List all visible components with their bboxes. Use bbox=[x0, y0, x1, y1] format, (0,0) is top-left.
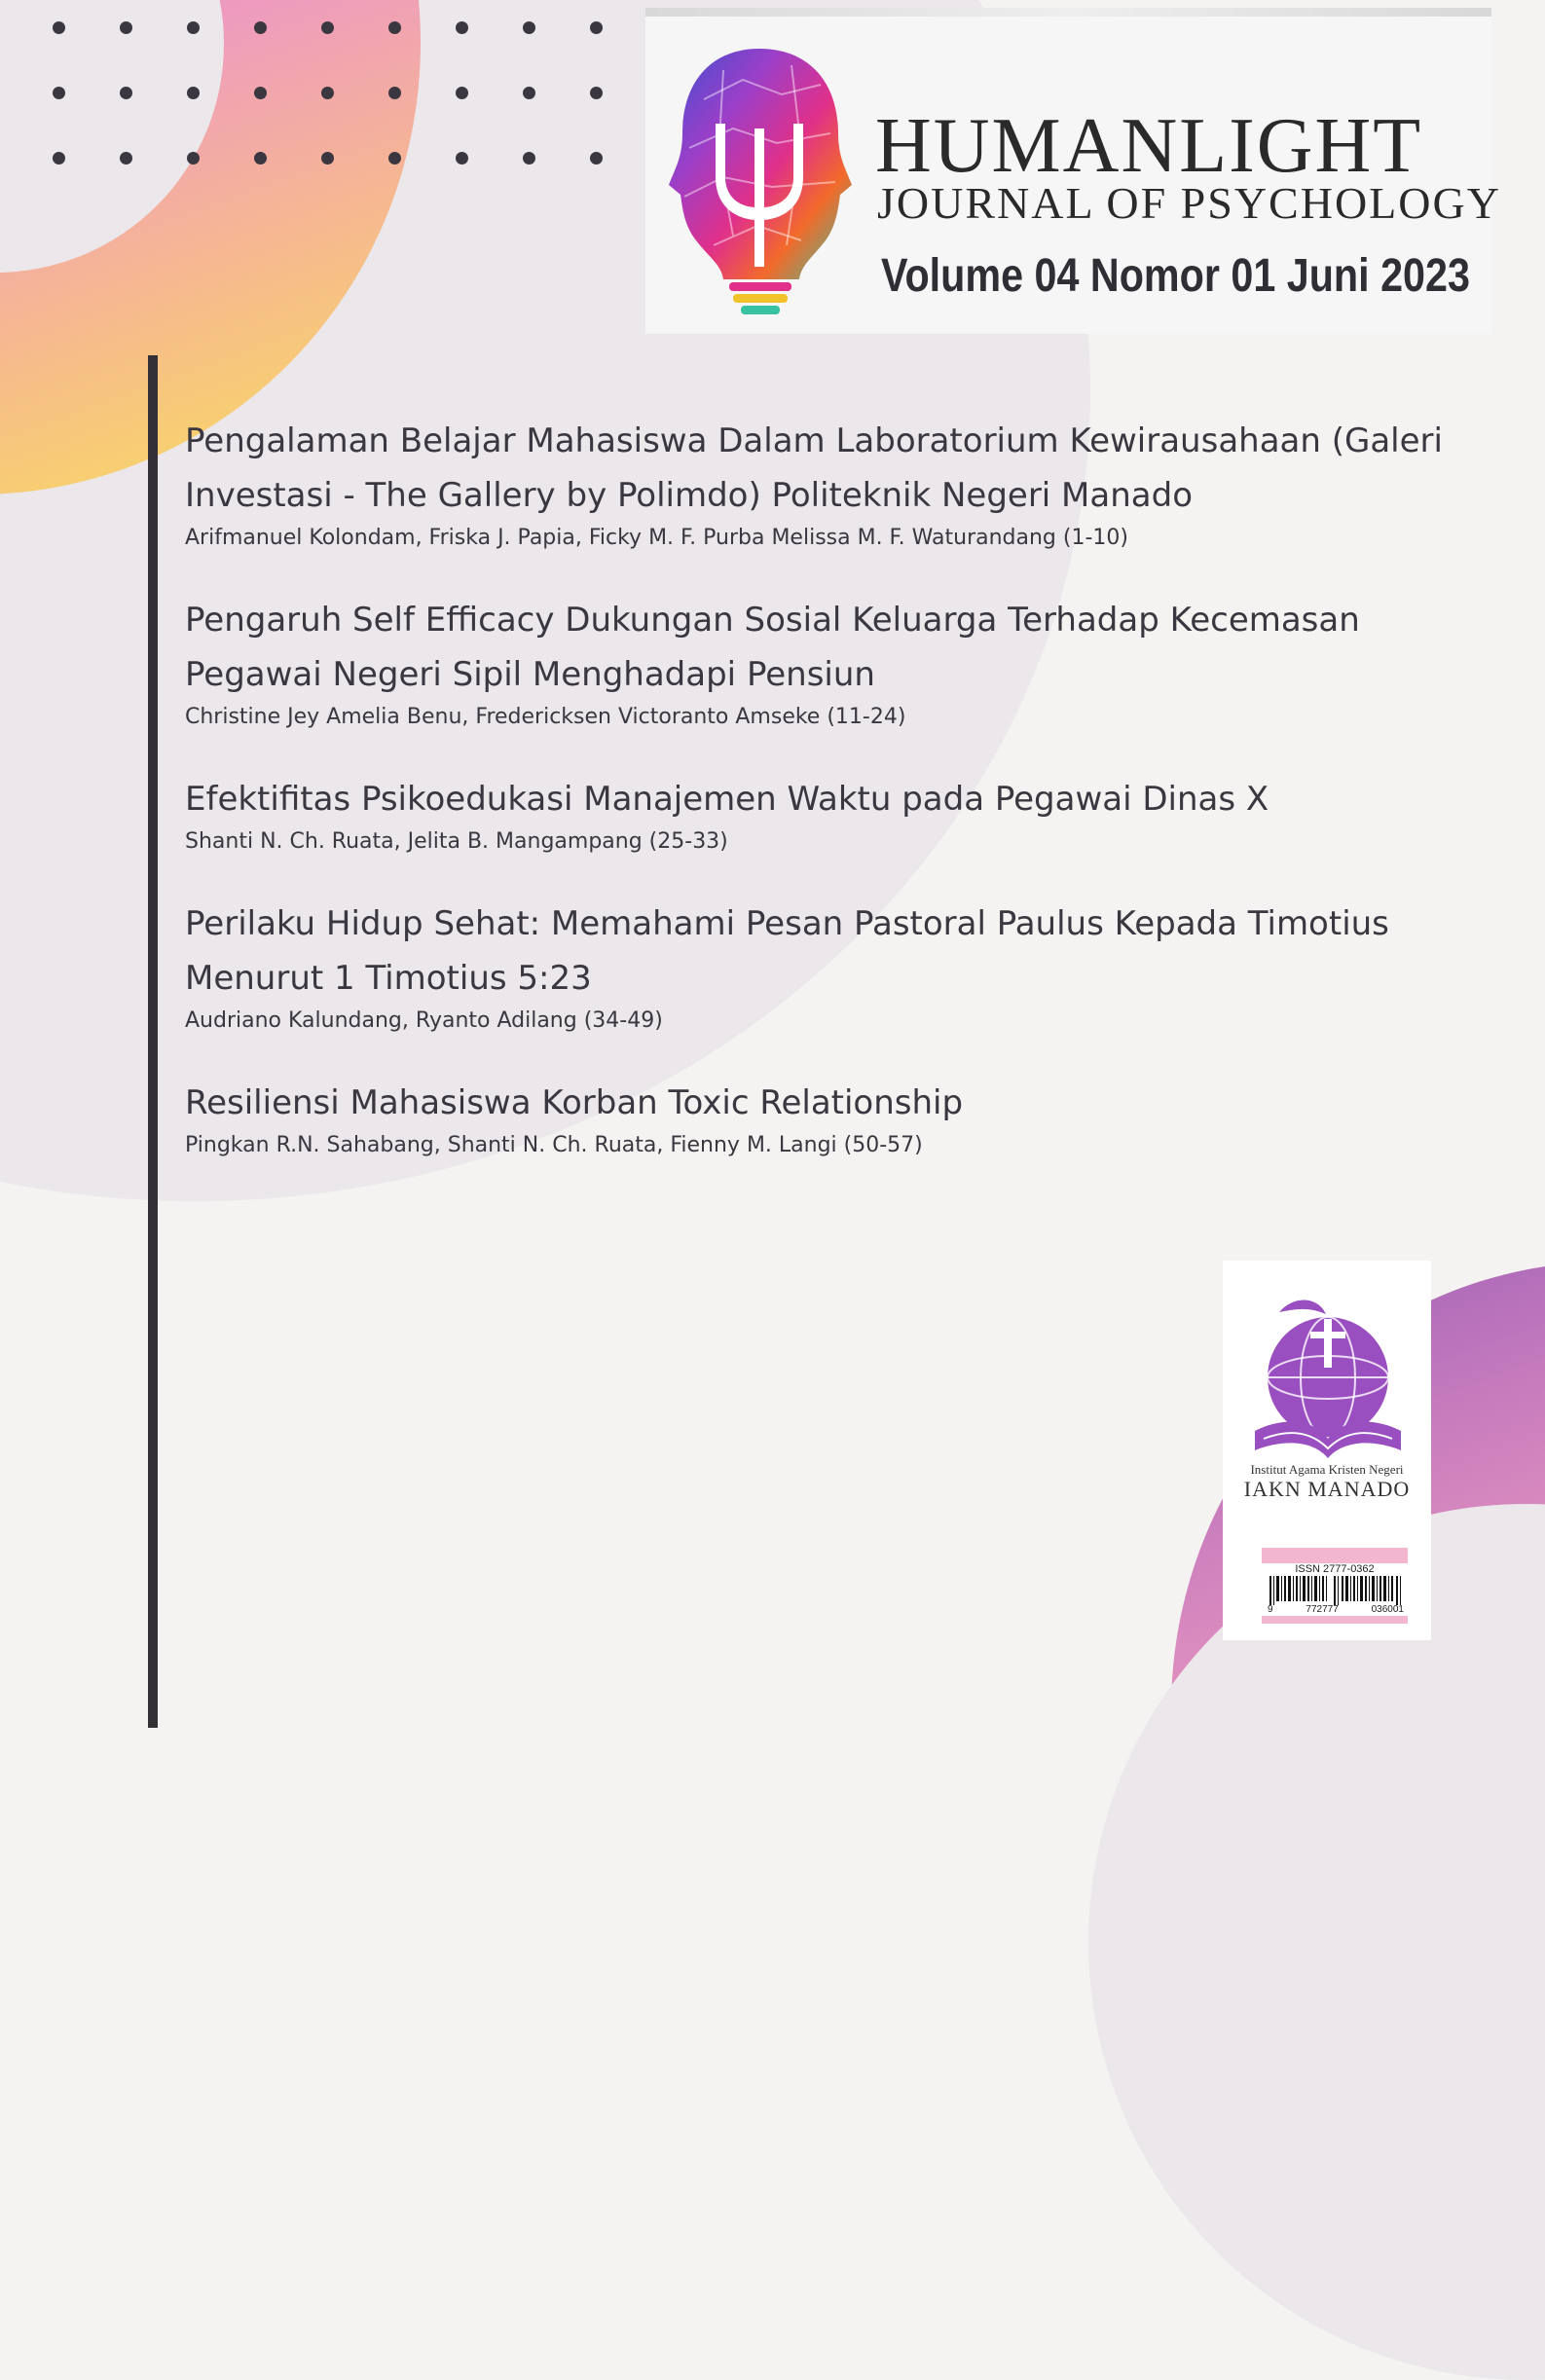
decorative-dot bbox=[388, 152, 401, 165]
decorative-dot bbox=[120, 87, 132, 99]
decorative-dot bbox=[321, 87, 334, 99]
decorative-dot bbox=[590, 152, 603, 165]
decorative-dot bbox=[187, 21, 200, 34]
decorative-dot bbox=[120, 21, 132, 34]
decorative-dot bbox=[254, 87, 267, 99]
article-authors: Audriano Kalundang, Ryanto Adilang (34-49) bbox=[185, 1008, 663, 1033]
volume-issue-line: Volume 04 Nomor 01 Juni 2023 bbox=[881, 250, 1470, 302]
decorative-dot bbox=[53, 87, 65, 99]
decorative-dot bbox=[388, 87, 401, 99]
decorative-dot bbox=[187, 87, 200, 99]
journal-subtitle: JOURNAL OF PSYCHOLOGY bbox=[877, 178, 1501, 228]
decorative-dot bbox=[254, 21, 267, 34]
decorative-dot bbox=[456, 21, 468, 34]
globe-book-cross-emblem-icon bbox=[1250, 1285, 1406, 1480]
article-entry bbox=[185, 772, 1490, 858]
decorative-dot bbox=[456, 87, 468, 99]
article-entry bbox=[185, 414, 1490, 554]
article-title: Pengaruh Self Efficacy Dukungan Sosial Keluarga Terhadap Kecemasan Pegawai Negeri Sipil Menghadapi Pensiun bbox=[185, 601, 1360, 694]
decorative-dot bbox=[53, 21, 65, 34]
decorative-dot bbox=[523, 152, 535, 165]
article-title: Resiliensi Mahasiswa Korban Toxic Relationship bbox=[185, 1083, 964, 1122]
decorative-dot bbox=[321, 21, 334, 34]
issn-barcode bbox=[1262, 1548, 1408, 1624]
decorative-dot bbox=[590, 21, 603, 34]
journal-name: HUMANLIGHT bbox=[875, 103, 1423, 189]
institution-card bbox=[1223, 1261, 1431, 1640]
vertical-rule bbox=[148, 355, 158, 1728]
decorative-dot bbox=[321, 152, 334, 165]
article-authors: Christine Jey Amelia Benu, Fredericksen Victoranto Amseke (11-24) bbox=[185, 705, 906, 729]
article-title: Efektifitas Psikoedukasi Manajemen Waktu pada Pegawai Dinas X bbox=[185, 780, 1269, 819]
journal-header bbox=[645, 8, 1501, 334]
article-authors: Pingkan R.N. Sahabang, Shanti N. Ch. Ruata, Fienny M. Langi (50-57) bbox=[185, 1133, 923, 1157]
institution-full-name: Institut Agama Kristen Negeri bbox=[1250, 1462, 1404, 1477]
decorative-dot-grid bbox=[53, 21, 617, 177]
decorative-dot bbox=[523, 87, 535, 99]
decorative-dot bbox=[590, 87, 603, 99]
barcode-digit-group: 9 bbox=[1268, 1604, 1273, 1615]
barcode-digit-group: 036001 bbox=[1371, 1604, 1404, 1615]
decorative-dot bbox=[120, 152, 132, 165]
article-entry bbox=[185, 593, 1490, 733]
decorative-dot bbox=[388, 21, 401, 34]
decorative-dot bbox=[187, 152, 200, 165]
article-title: Perilaku Hidup Sehat: Memahami Pesan Pastoral Paulus Kepada Timotius Menurut 1 Timotius 5:23 bbox=[185, 904, 1389, 998]
article-entry bbox=[185, 897, 1490, 1037]
barcode-digits bbox=[1268, 1604, 1404, 1615]
article-authors: Shanti N. Ch. Ruata, Jelita B. Mangampang (25-33) bbox=[185, 829, 728, 854]
decorative-dot bbox=[254, 152, 267, 165]
decorative-dot bbox=[456, 152, 468, 165]
article-list bbox=[185, 414, 1490, 1200]
article-entry bbox=[185, 1076, 1490, 1161]
header-top-bar bbox=[645, 8, 1491, 17]
article-title: Pengalaman Belajar Mahasiswa Dalam Laboratorium Kewirausahaan (Galeri Investasi - The Gallery by Polimdo) Politeknik Negeri Manado bbox=[185, 421, 1443, 515]
issn-label: ISSN 2777-0362 bbox=[1295, 1563, 1375, 1575]
decorative-dot bbox=[53, 152, 65, 165]
barcode-icon bbox=[1268, 1576, 1404, 1605]
institution-short-name: IAKN MANADO bbox=[1243, 1477, 1411, 1501]
psi-head-mosaic-icon bbox=[665, 41, 855, 323]
article-authors: Arifmanuel Kolondam, Friska J. Papia, Ficky M. F. Purba Melissa M. F. Waturandang (1-10) bbox=[185, 526, 1128, 550]
barcode-digit-group: 772777 bbox=[1306, 1604, 1339, 1615]
decorative-dot bbox=[523, 21, 535, 34]
